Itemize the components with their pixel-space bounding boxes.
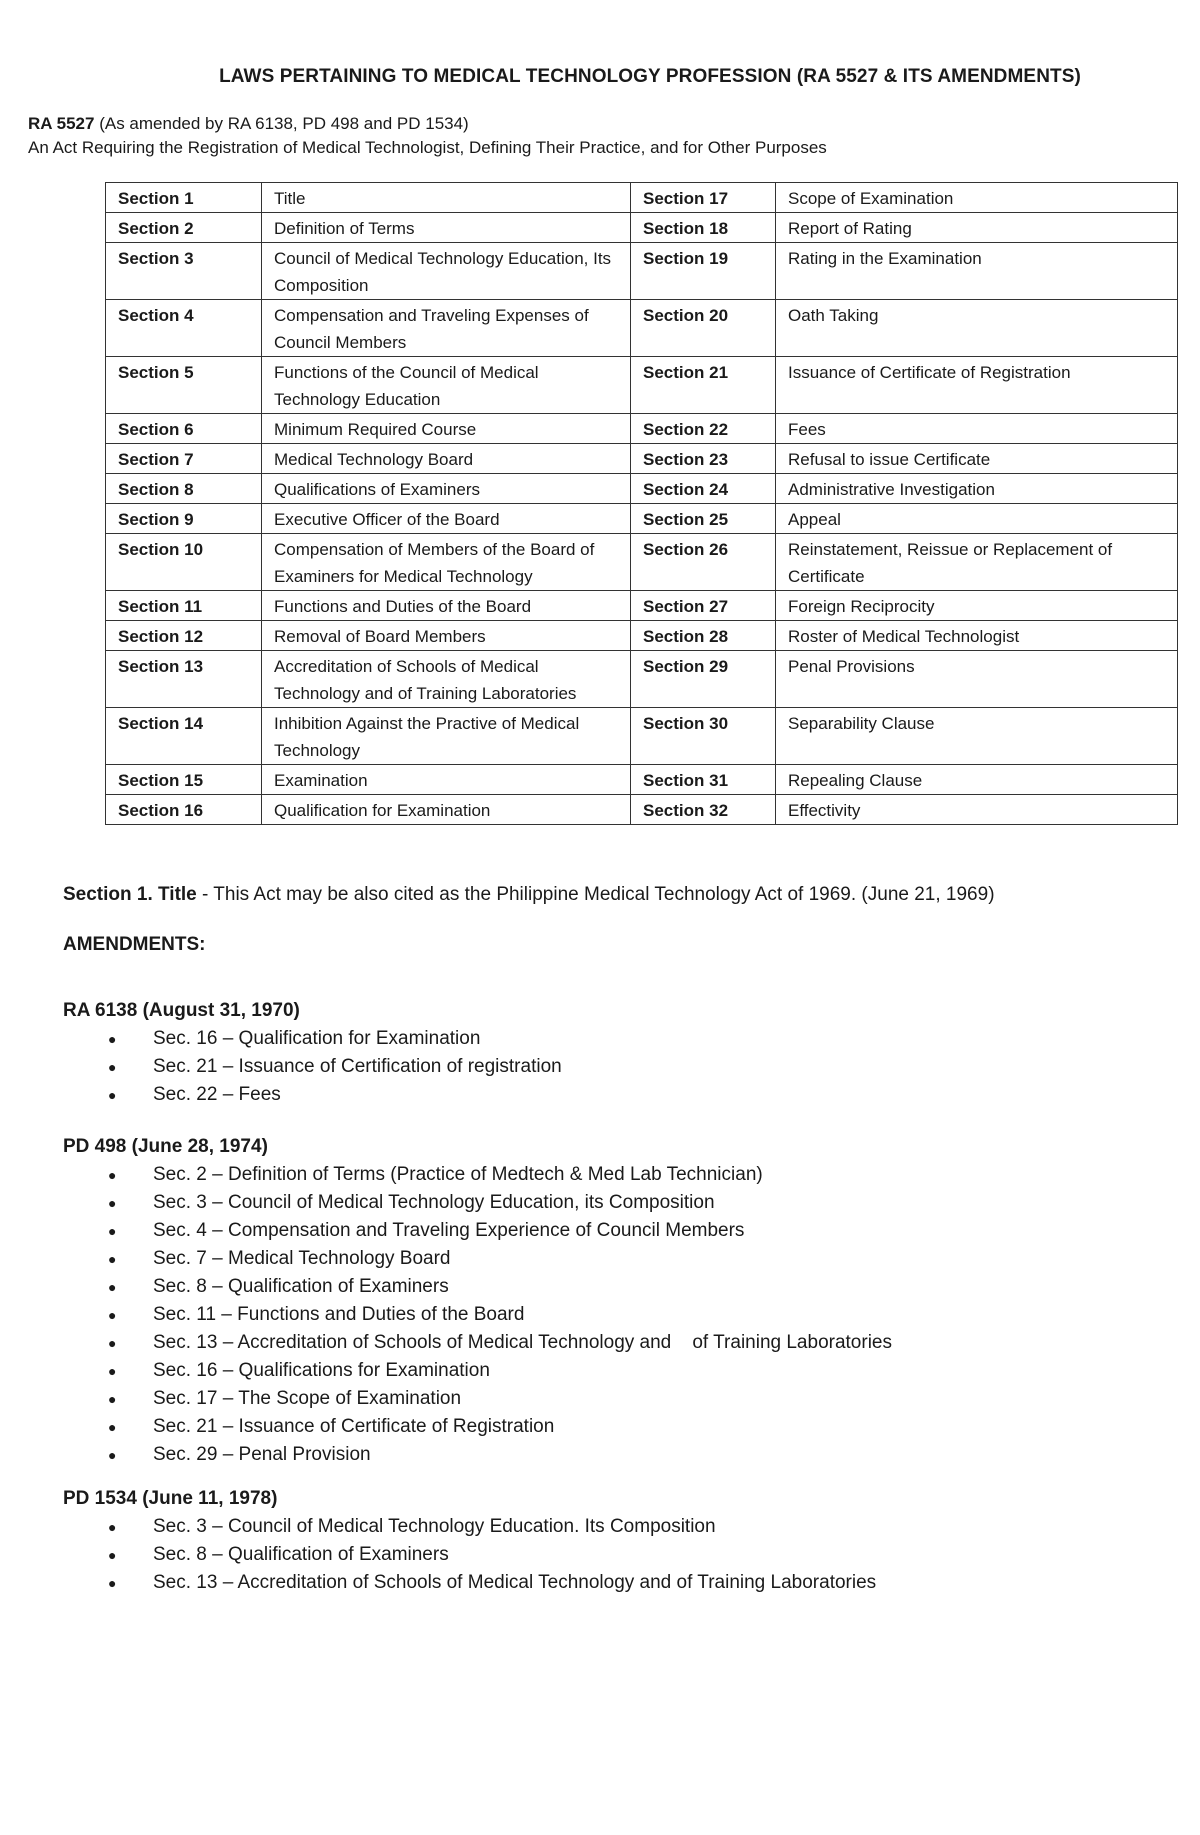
section-title-cell: Penal Provisions (776, 651, 1178, 708)
amendment-items (63, 1514, 876, 1598)
table-row (106, 708, 1178, 765)
amendment-block (63, 1000, 562, 1110)
section-title-cell: Removal of Board Members (262, 621, 631, 651)
amendment-item-text: Sec. 2 – Definition of Terms (Practice of Medtech & Med Lab Technician) (153, 1164, 763, 1185)
section-number-cell: Section 10 (106, 534, 262, 591)
section-number-cell: Section 2 (106, 213, 262, 243)
section-title-cell: Title (262, 183, 631, 213)
list-item (63, 1542, 876, 1570)
amendment-item-text: Sec. 16 – Qualifications for Examination (153, 1360, 490, 1381)
list-item (63, 1442, 892, 1470)
bullet-icon: ● (108, 1031, 117, 1047)
table-row (106, 651, 1178, 708)
document-title: LAWS PERTAINING TO MEDICAL TECHNOLOGY PROFESSION (RA 5527 & ITS AMENDMENTS) (219, 66, 1081, 87)
section-title-cell: Functions of the Council of Medical Technology Education (262, 357, 631, 414)
amendment-item-text: Sec. 16 – Qualification for Examination (153, 1028, 481, 1049)
bullet-icon: ● (108, 1087, 117, 1103)
section-number-cell: Section 18 (631, 213, 776, 243)
table-row (106, 213, 1178, 243)
section-number-cell: Section 30 (631, 708, 776, 765)
amendment-item-text: Sec. 22 – Fees (153, 1084, 281, 1105)
ra-header (28, 114, 469, 134)
section-number-cell: Section 7 (106, 444, 262, 474)
section-title-cell: Appeal (776, 504, 1178, 534)
list-item (63, 1162, 892, 1190)
amendment-item-text: Sec. 4 – Compensation and Traveling Experience of Council Members (153, 1220, 745, 1241)
section-title-cell: Council of Medical Technology Education, Its Composition (262, 243, 631, 300)
table-row (106, 243, 1178, 300)
section-number-cell: Section 6 (106, 414, 262, 444)
bullet-icon: ● (108, 1335, 117, 1351)
amendment-item-text: Sec. 21 – Issuance of Certification of registration (153, 1056, 562, 1077)
list-item (63, 1570, 876, 1598)
list-item (63, 1386, 892, 1414)
section-number-cell: Section 17 (631, 183, 776, 213)
list-item (63, 1302, 892, 1330)
table-row (106, 357, 1178, 414)
section-title-cell: Compensation of Members of the Board of Examiners for Medical Technology (262, 534, 631, 591)
bullet-icon: ● (108, 1059, 117, 1075)
bullet-icon: ● (108, 1547, 117, 1563)
section-title-cell: Report of Rating (776, 213, 1178, 243)
section-number-cell: Section 12 (106, 621, 262, 651)
bullet-icon: ● (108, 1195, 117, 1211)
section-number-cell: Section 21 (631, 357, 776, 414)
section-title-cell: Examination (262, 765, 631, 795)
bullet-icon: ● (108, 1391, 117, 1407)
section-1-label: Section 1. Title (63, 884, 197, 905)
section-title-cell: Issuance of Certificate of Registration (776, 357, 1178, 414)
section-number-cell: Section 16 (106, 795, 262, 825)
table-row (106, 534, 1178, 591)
section-number-cell: Section 25 (631, 504, 776, 534)
amendment-item-text: Sec. 8 – Qualification of Examiners (153, 1276, 449, 1297)
bullet-icon: ● (108, 1575, 117, 1591)
section-number-cell: Section 28 (631, 621, 776, 651)
amendment-item-text: Sec. 29 – Penal Provision (153, 1444, 371, 1465)
amendment-item-text: Sec. 13 – Accreditation of Schools of Medical Technology and of Training Laboratories (153, 1572, 877, 1593)
section-title-cell: Qualification for Examination (262, 795, 631, 825)
table-row (106, 591, 1178, 621)
section-title-cell: Functions and Duties of the Board (262, 591, 631, 621)
section-number-cell: Section 9 (106, 504, 262, 534)
list-item (63, 1026, 562, 1054)
amendment-heading: PD 1534 (June 11, 1978) (63, 1488, 278, 1509)
amendment-block (63, 1136, 892, 1470)
amendment-item-text: Sec. 7 – Medical Technology Board (153, 1248, 451, 1269)
section-title-cell: Qualifications of Examiners (262, 474, 631, 504)
table-row (106, 414, 1178, 444)
section-number-cell: Section 15 (106, 765, 262, 795)
table-row (106, 444, 1178, 474)
section-1-paragraph (63, 884, 995, 906)
section-title-cell: Effectivity (776, 795, 1178, 825)
sections-table (105, 182, 1178, 825)
section-title-cell: Executive Officer of the Board (262, 504, 631, 534)
section-number-cell: Section 4 (106, 300, 262, 357)
table-row (106, 504, 1178, 534)
bullet-icon: ● (108, 1251, 117, 1267)
section-number-cell: Section 20 (631, 300, 776, 357)
section-number-cell: Section 13 (106, 651, 262, 708)
section-number-cell: Section 23 (631, 444, 776, 474)
bullet-icon: ● (108, 1307, 117, 1323)
section-title-cell: Fees (776, 414, 1178, 444)
section-number-cell: Section 8 (106, 474, 262, 504)
section-title-cell: Foreign Reciprocity (776, 591, 1178, 621)
section-number-cell: Section 14 (106, 708, 262, 765)
section-title-cell: Inhibition Against the Practive of Medical Technology (262, 708, 631, 765)
ra-amendment-note: (As amended by RA 6138, PD 498 and PD 1534) (99, 114, 469, 133)
list-item (63, 1358, 892, 1386)
section-title-cell: Compensation and Traveling Expenses of Council Members (262, 300, 631, 357)
amendment-items (63, 1162, 892, 1470)
list-item (63, 1190, 892, 1218)
bullet-icon: ● (108, 1223, 117, 1239)
amendment-item-text: Sec. 3 – Council of Medical Technology Education, its Composition (153, 1192, 715, 1213)
section-number-cell: Section 24 (631, 474, 776, 504)
list-item (63, 1246, 892, 1274)
section-number-cell: Section 11 (106, 591, 262, 621)
amendment-item-text: Sec. 11 – Functions and Duties of the Board (153, 1304, 525, 1325)
list-item (63, 1218, 892, 1246)
table-row (106, 300, 1178, 357)
section-number-cell: Section 22 (631, 414, 776, 444)
section-1-text: - This Act may be also cited as the Philippine Medical Technology Act of 1969. (June 21, 1969) (196, 884, 995, 905)
section-title-cell: Separability Clause (776, 708, 1178, 765)
amendment-heading: RA 6138 (August 31, 1970) (63, 1000, 300, 1021)
table-row (106, 795, 1178, 825)
list-item (63, 1274, 892, 1302)
ra-description: An Act Requiring the Registration of Medical Technologist, Defining Their Practice, and for Other Purposes (28, 138, 827, 157)
table-row (106, 183, 1178, 213)
section-title-cell: Definition of Terms (262, 213, 631, 243)
section-number-cell: Section 31 (631, 765, 776, 795)
amendment-items (63, 1026, 562, 1110)
list-item (63, 1330, 892, 1358)
section-number-cell: Section 29 (631, 651, 776, 708)
section-title-cell: Medical Technology Board (262, 444, 631, 474)
list-item (63, 1082, 562, 1110)
bullet-icon: ● (108, 1363, 117, 1379)
bullet-icon: ● (108, 1279, 117, 1295)
list-item (63, 1514, 876, 1542)
section-number-cell: Section 3 (106, 243, 262, 300)
list-item (63, 1054, 562, 1082)
amendment-item-text: Sec. 21 – Issuance of Certificate of Registration (153, 1416, 555, 1437)
section-number-cell: Section 19 (631, 243, 776, 300)
section-title-cell: Refusal to issue Certificate (776, 444, 1178, 474)
amendments-heading: AMENDMENTS: (63, 934, 206, 955)
section-title-cell: Roster of Medical Technologist (776, 621, 1178, 651)
sections-table-body (106, 183, 1178, 825)
amendment-item-text: Sec. 17 – The Scope of Examination (153, 1388, 462, 1409)
section-title-cell: Oath Taking (776, 300, 1178, 357)
section-title-cell: Minimum Required Course (262, 414, 631, 444)
section-number-cell: Section 27 (631, 591, 776, 621)
section-number-cell: Section 5 (106, 357, 262, 414)
section-title-cell: Accreditation of Schools of Medical Technology and of Training Laboratories (262, 651, 631, 708)
bullet-icon: ● (108, 1447, 117, 1463)
amendment-item-text: Sec. 3 – Council of Medical Technology Education. Its Composition (153, 1516, 716, 1537)
section-number-cell: Section 26 (631, 534, 776, 591)
bullet-icon: ● (108, 1167, 117, 1183)
section-title-cell: Administrative Investigation (776, 474, 1178, 504)
amendment-block (63, 1488, 876, 1598)
list-item (63, 1414, 892, 1442)
amendment-item-text: Sec. 13 – Accreditation of Schools of Medical Technology and of Training Laboratories (153, 1332, 892, 1353)
section-title-cell: Reinstatement, Reissue or Replacement of Certificate (776, 534, 1178, 591)
amendment-item-text: Sec. 8 – Qualification of Examiners (153, 1544, 449, 1565)
section-number-cell: Section 32 (631, 795, 776, 825)
table-row (106, 765, 1178, 795)
section-title-cell: Rating in the Examination (776, 243, 1178, 300)
ra-code: RA 5527 (28, 114, 95, 133)
section-title-cell: Scope of Examination (776, 183, 1178, 213)
table-row (106, 474, 1178, 504)
section-title-cell: Repealing Clause (776, 765, 1178, 795)
table-row (106, 621, 1178, 651)
bullet-icon: ● (108, 1519, 117, 1535)
amendment-heading: PD 498 (June 28, 1974) (63, 1136, 268, 1157)
bullet-icon: ● (108, 1419, 117, 1435)
section-number-cell: Section 1 (106, 183, 262, 213)
